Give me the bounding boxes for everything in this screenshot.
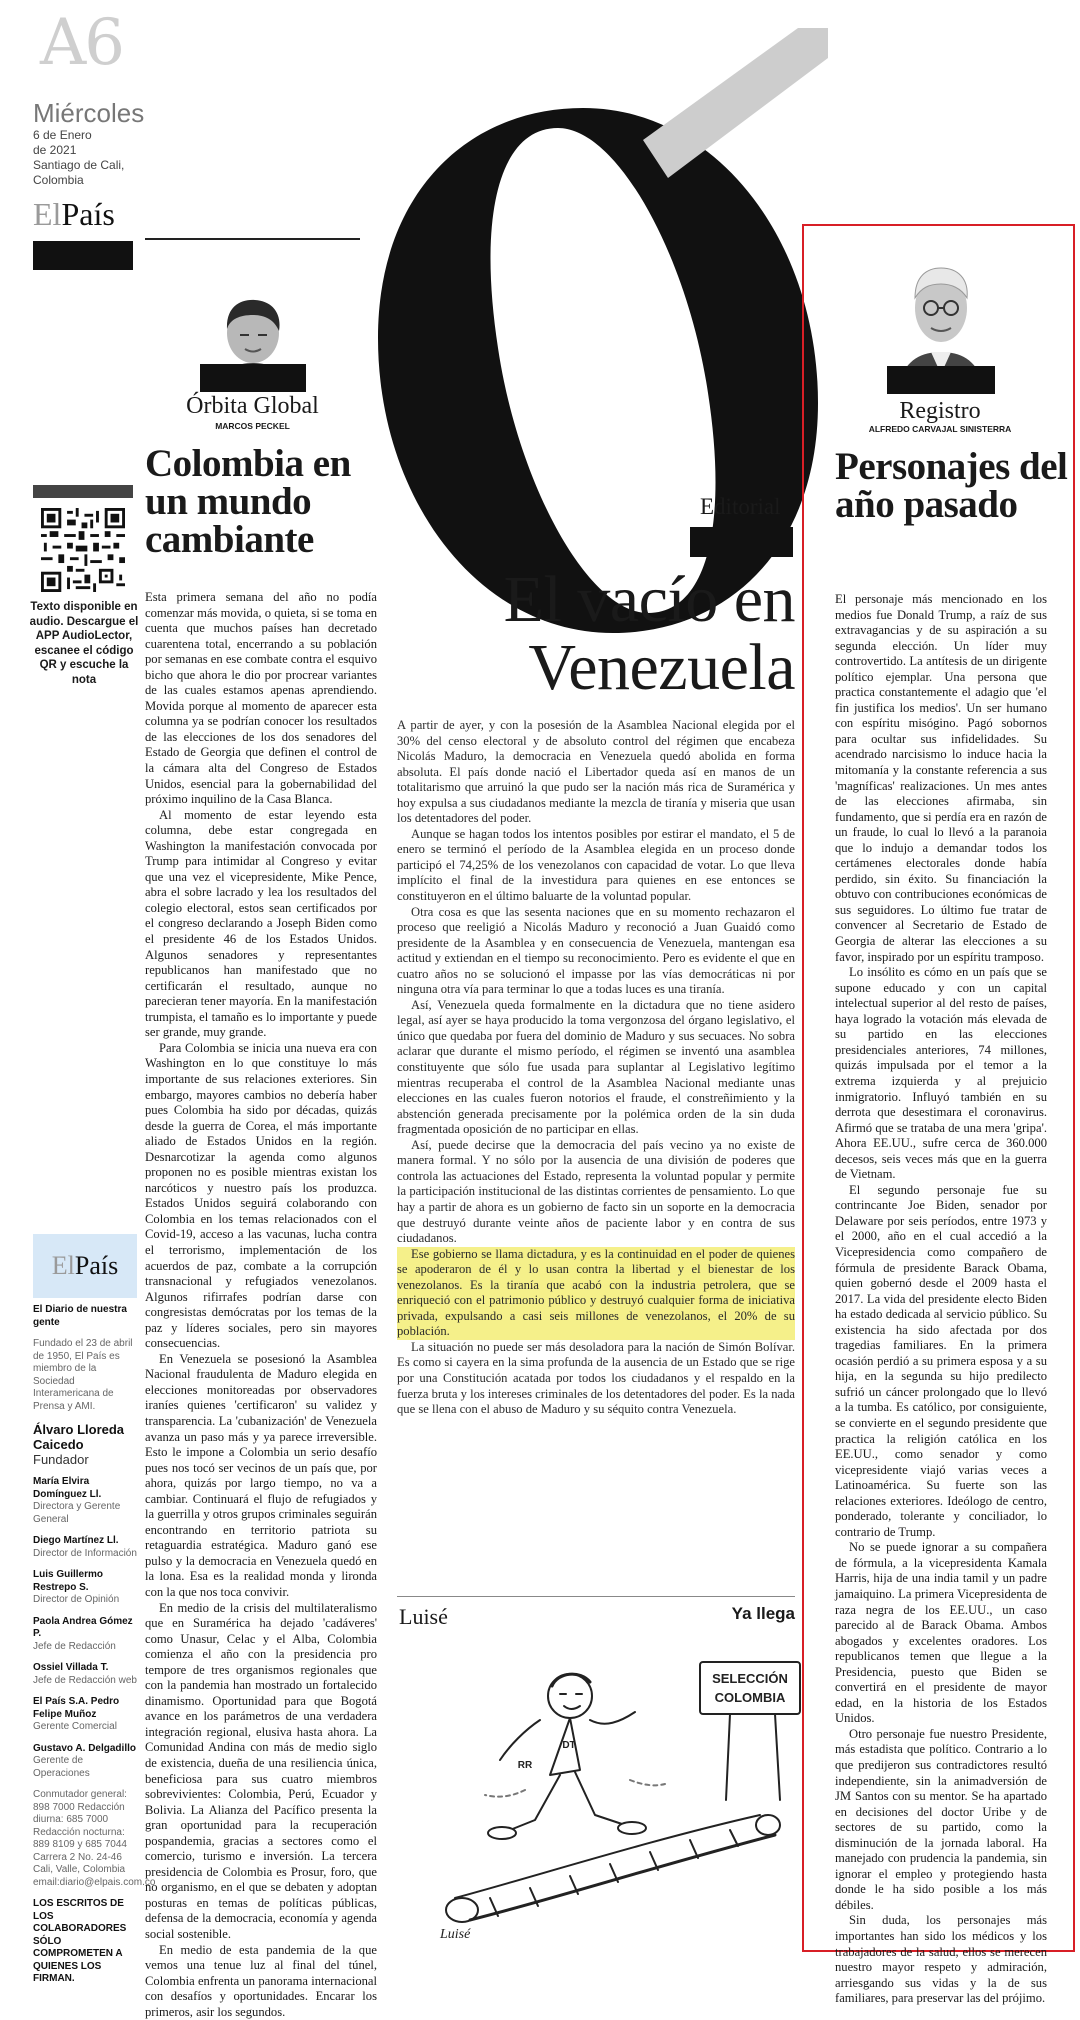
body-paragraph: La situación no puede ser más desoladora para la nación de Simón Bolívar. Es como si cayera en la sima profunda de la ausencia de un Estado que se rige por una Constitución acatada por todos los ciudadanos y el respaldo en la fuerza bruta y los intereses criminales de los detentadores del poder. Es la nada que se llena con el abuso de Maduro y su séquito contra Venezuela. bbox=[397, 1339, 795, 1417]
staff-entry bbox=[33, 1569, 137, 1607]
column-section-title: Registro bbox=[899, 398, 981, 424]
place-line: Santiago de Cali, bbox=[33, 158, 125, 172]
founder-name: Álvaro Lloreda Caicedo bbox=[33, 1422, 125, 1452]
place-line: Colombia bbox=[33, 173, 84, 187]
author-photo-bar bbox=[200, 364, 306, 392]
cartoon-credit: Luisé bbox=[399, 1604, 448, 1629]
column-author: ALFREDO CARVAJAL SINISTERRA bbox=[868, 424, 1012, 434]
body-paragraph: En medio de esta pandemia de la que vemos una tenue luz al final del túnel, Colombia enfrenta un panorama internacional con desafíos y oportunidades. Encarar los primeros, asir los segundos. bbox=[145, 1942, 377, 2019]
staff-entry bbox=[33, 1743, 137, 1781]
column-author: MARCOS PECKEL bbox=[215, 421, 290, 431]
staff-name: Paola Andrea Gómez P. bbox=[33, 1615, 133, 1639]
masthead-contact: Conmutador general: 898 7000 Redacción diurna: 685 7000 Redacción nocturna: 889 8109 y 685 7044 Carrera 2 No. 24-46 Cali, Valle, Colombia email:diario@elpais.com.co bbox=[33, 1789, 156, 1888]
staff-role: Gerente de Operaciones bbox=[33, 1755, 90, 1779]
staff-role: Jefe de Redacción bbox=[33, 1640, 116, 1652]
weekday-label: Miércoles bbox=[33, 98, 145, 128]
date-line: de 2021 bbox=[33, 143, 77, 157]
body-paragraph: Ese gobierno se llama dictadura, y es la continuidad en el poder de quienes se apoderaron de él y lo usan contra la libertad y el bienestar de los venezolanos. Es la tiranía que acabó con la industria petrolera, que se enriqueció con el patrimonio público y destruyó cualquier forma de iniciativa privada, expulsando a casi seis millones de venezolanos, el 20% de su población. bbox=[397, 1246, 795, 1339]
cartoon-sign-line: COLOMBIA bbox=[714, 1690, 786, 1705]
redaction-bar bbox=[33, 241, 133, 270]
qr-code-icon[interactable] bbox=[40, 508, 126, 592]
el-pais-logo: ElPaís bbox=[33, 196, 115, 232]
qr-header-bar bbox=[33, 485, 133, 498]
staff-name: Ossiel Villada T. bbox=[33, 1662, 109, 1673]
body-paragraph: No se puede ignorar a su compañera de fórmula, a la vicepresidenta Kamala Harris, hija de una india tamil y un padre jamaiquino. La primera Vicepresidenta de raza negra de los EE.UU., un caso parecido al de Barack Obama. Ambos abogados y excelentes oradores. Los republicanos temen que llegue a la Presidencia, puesto que Biden se convertirá en el presidente de mayor edad, en la historia de los Estados Unidos. bbox=[835, 1540, 1047, 1726]
column-section-title: Órbita Global bbox=[186, 393, 319, 419]
cartoon-illustration bbox=[430, 1650, 810, 1940]
cartoon-badge-label: RR bbox=[517, 1760, 533, 1771]
cartoon-shirt-label: DT bbox=[562, 1740, 576, 1751]
cartoon-rule bbox=[397, 1596, 795, 1597]
staff-role: Director de Información bbox=[33, 1547, 137, 1559]
founder-role: Fundador bbox=[33, 1452, 89, 1467]
cartoon-signature: Luisé bbox=[440, 1927, 471, 1942]
editorial-headline: El vacío en Venezuela bbox=[503, 563, 795, 704]
staff-name: Gustavo A. Delgadillo bbox=[33, 1742, 136, 1754]
masthead-tagline: El Diario de nuestra gente bbox=[33, 1304, 127, 1328]
column-body bbox=[835, 592, 1047, 2007]
body-paragraph: El personaje más mencionado en los medios fue Donald Trump, a raíz de sus extravagancias y de su aspiración a su segunda elección. Un líder muy controvertido. La antítesis de un dirigente político ejemplar. Una persona que practica constantemente el adagio que 'el fin justifica los medios'. Un ser humano con espíritu misógino. Pagó sobornos para ocultar sus infidelidades. Su acendrado narcisismo lo induce hacia la mitomanía y la constante referencia a sus 'magníficas' realizaciones. Un mes antes de las elecciones afirmaba, sin fundamento, que si perdía era en razón de un fraude, lo cual lo llevó a la paranoia que lo indujo a demandar todos los certámenes electorales donde había perdido, sin éxito. Su financiación la obtuvo con contribuciones económicas de sus seguidores. Lo último fue tratar de convencer al Secretario de Estado de Georgia de alterar las elecciones a su favor, inspirado por un espíritu tramposo. bbox=[835, 592, 1047, 964]
column-headline: Colombia en un mundo cambiante bbox=[145, 442, 351, 561]
staff-entry bbox=[33, 1662, 137, 1687]
staff-role: Jefe de Redacción web bbox=[33, 1674, 137, 1686]
editorial-bar bbox=[690, 527, 793, 557]
staff-role: Gerente Comercial bbox=[33, 1721, 117, 1732]
staff-name: María Elvira Domínguez Ll. bbox=[33, 1476, 102, 1500]
body-paragraph: Otra cosa es que las sesenta naciones que en su momento rechazaron el proceso que reeligió a Nicolás Maduro y reconoció a Juan Guaidó como presidente de la Asamblea y en consecuencia de Venezuela, mantengan esa actitud y extiendan en el tiempo su reconocimiento. Pero es evidente el que en cuatro años no se solucionó el impasse por las vías democráticas ni por ninguna otra vía para terminar lo que a todas luces es una tiranía. bbox=[397, 904, 795, 997]
cartoon-sign-line: SELECCIÓN bbox=[712, 1671, 788, 1686]
column-headline: Personajes del año pasado bbox=[835, 445, 1068, 526]
editorial-body bbox=[397, 718, 795, 1418]
body-paragraph: En medio de la crisis del multilateralismo que en Suramérica ha dejado 'cadáveres' como Unasur, Celac y el Alba, Colombia comienza el año con la presidencia pro tempore de tres organismos regionales que con la pandemia han mostrado un fortalecido dinamismo. Oportunidad para que Bogotá avance en los parámetros de una verdadera integración regional, elusiva hasta ahora. La Comunidad Andina con más de medio siglo de existencia, dueña de una resiliencia única, beneficiosa para sus cuatro miembros sobrevivientes: Colombia, Perú, Ecuador y Bolivia. La Alianza del Pacífico presenta la gran oportunidad para la recuperación pospandemia, gracias a sectores como el comercio, turismo e inversión. La tercera presidencia de Colombia es Prosur, foro, que no organismo, en el que se debaten y adoptan posturas en temas de políticas públicas, defensa de la democracia, economía y agenda social sostenible. bbox=[145, 1600, 377, 1942]
body-paragraph: Para Colombia se inicia una nueva era con Washington en lo que constituye lo más importante de sus relaciones exteriores. Sin embargo, mayores cambios no debería haber pues Colombia ha sido por décadas, quizás desde la guerra de Corea, el más importante aliado de Estados Unidos en la región. Desnarcotizar la agenda como algunos proponen no es posible mientras existan los narcóticos y nuestro país los produzca. Estados Unidos seguirá colaborando con Colombia en los temas relacionados con el Covid-19, acceso a las vacunas, lucha contra el terrorismo, implementación de los acuerdos de paz, combate a la corrupción transnacional y refugiados venezolanos. Algunos rifirrafes podrían darse con congresistas demócratas por los temas de la paz y líderes sociales, pero sin mayores consecuencias. bbox=[145, 1040, 377, 1351]
body-paragraph: Así, puede decirse que la democracia del país vecino ya no existe de manera formal. Y no sólo por la ausencia de una división de poderes que controla las actuaciones del Estado, representa la voluntad popular y permite la participación institucional de las distintas corrientes de pensamiento. Lo que hay a partir de ahora es un gobierno de facto sin un soporte en la democracia que destruyó durante veinte años de paciente labor y en contra de sus ciudadanos. bbox=[397, 1137, 795, 1246]
body-paragraph: Aunque se hagan todos los intentos posibles por estirar el mandato, el 5 de enero se terminó el período de la Asamblea elegida en un proceso donde participó el 74,25% de los venezolanos con capacidad de votar. Lo que lleva implícito el final de la investidura para quienes en ese entonces se constituyeron en el último baluarte de la voluntad popular. bbox=[397, 826, 795, 904]
author-photo-bar bbox=[887, 366, 995, 394]
staff-entry bbox=[33, 1476, 137, 1526]
staff-name: Diego Martínez Ll. bbox=[33, 1535, 119, 1546]
staff-entry bbox=[33, 1696, 137, 1734]
editorial-label: Editorial bbox=[700, 494, 781, 519]
body-paragraph: Al momento de estar leyendo esta columna, debe estar congregada en Washington la manifestación convocada por Trump para intimidar al Congreso y evitar que una vez el vicepresidente, Mike Pence, abra el sobre lacrado y lea los resultados del colegio electoral, estos sean certificados por el congreso declarando a Joseph Biden como el presidente 46 de los Estados Unidos. Algunos senadores y representantes republicanos han manifestado que no certificarán el resultado, aunque no parecieran tener mayoría. En la manifestación trumpista, el tamaño es lo importante y puede ser grande, muy grande. bbox=[145, 807, 377, 1040]
el-pais-logo-box: El País bbox=[33, 1234, 137, 1298]
column-top-rule bbox=[145, 238, 360, 240]
masthead bbox=[33, 1304, 156, 1986]
body-paragraph: Lo insólito es cómo en un país que se supone educado y con un capital intelectual superior al del resto de países, haya logrado la votación más elevada de su partido en las elecciones presidenciales anteriores, 74 millones, quizás impulsada por el temor a la extrema izquierda y al prejuicio inmigratorio. Influyó también en su derrota que desestimara el coronavirus. Afirmó que se trataba de una mera 'gripa'. Ahora EE.UU., sufre cerca de 360.000 decesos, seis veces más que en la guerra de Vietnam. bbox=[835, 965, 1047, 1182]
body-paragraph: A partir de ayer, y con la posesión de la Asamblea Nacional elegida por el 30% del censo electoral y de absoluto control del régimen que encabeza Nicolás Maduro, la democracia en Venezuela quedó abolida en forma absoluta. El país donde nació el Libertador queda así en manos de un totalitarismo que arruinó la que pudo ser la nación más rica de Suramérica y hoy expulsa a sus ciudadanos mediante la mezcla de tiranía y miseria que usan los detentadores del poder. bbox=[397, 718, 795, 826]
body-paragraph: Así, Venezuela queda formalmente en la dictadura que no tiene asidero legal, así ayer se haya producido la toma vergonzosa del órgano legislativo, el único que quedaba por fuera del dominio de Maduro y sus secuaces. No sobra aclarar que durante el mismo período, el régimen se inventó una asamblea constituyente que sólo fue usada para suplantar al Legislativo legítimo mientras recuperaba el control de la Asamblea Nacional mediante unas elecciones en las cuales fueron notorios el fraude, el constreñimiento y la abstención generada precisamente por la polémica orden de la sin duda fragmentada oposición de no participar en ellas. bbox=[397, 997, 795, 1137]
staff-name: El País S.A. Pedro Felipe Muñoz bbox=[33, 1696, 120, 1720]
qr-caption: Texto disponible en audio. Descargue el APP AudioLector, escanee el código QR y escuche la nota bbox=[29, 601, 139, 686]
column-body bbox=[145, 590, 377, 2020]
staff-role: Directora y Gerente General bbox=[33, 1501, 121, 1525]
body-paragraph: El segundo personaje fue su contrincante Joe Biden, senador por Delaware por seis períodos, entre 1973 y el 2000, año en el cual accedió a la Vicepresidencia como compañero de fórmula de presidente Barack Obama, quien gobernó desde el 2009 hasta el 2017. La vida del presidente electo Biden ha estado dedicada al servicio público. Su existencia ha sido afectada por dos tragedias familiares. En la primera ocasión perdió a su primera esposa y a su hija, en la segunda su hijo predilecto sufrió un cáncer prolongado que lo llevó a la tumba. Es católico, por consiguiente, se convierte en el segundo presidente que practica la religión católica en los EE.UU., como senador y como vicepresidente viajó varias veces a Latinoamérica. Su fuerte son las relaciones exteriores. Ideólogo de centro, ponderado, tolerante y conciliador, lo contrario de Trump. bbox=[835, 1182, 1047, 1539]
date-line: 6 de Enero bbox=[33, 128, 92, 142]
staff-role: Director de Opinión bbox=[33, 1594, 120, 1605]
page-number: A6 bbox=[40, 6, 123, 80]
staff-entry bbox=[33, 1616, 137, 1654]
staff-entry bbox=[33, 1535, 137, 1560]
masthead-disclaimer: LOS ESCRITOS DE LOS COLABORADORES SÓLO COMPROMETEN A QUIENES LOS FIRMAN. bbox=[33, 1898, 127, 1984]
body-paragraph: Esta primera semana del año no podía comenzar más movida, o quieta, si se toma en cuenta que muchos países han decretado cuarentena total, encerrando a su población por semanas en ese combate contra el esquivo bicho que ahora le dio por procrear variantes de las cuales estamos apenas aprendiendo. Movida porque al momento de aparecer esta columna ya se podrían conocer los resultados de las elecciones de los dos senadores del Estado de Georgia que definen el control de la cámara alta del Congreso de Estados Unidos, esencial para la gobernabilidad del próximo inquilino de la Casa Blanca. bbox=[145, 590, 377, 807]
staff-name: Luis Guillermo Restrepo S. bbox=[33, 1569, 104, 1593]
body-paragraph: Otro personaje fue nuestro Presidente, más estadista que político. Contrario a lo que predijeron sus contradictores resultó independiente, sin la animadversión de JM Santos con su mentor. Se ha apartado en decisiones del doctor Uribe y de sectores de su partido, como la disminución de la jornada laboral. Ha manejado con prudencia la pandemia, sin ignorar el empleo y protegiendo hasta donde le ha sido posible a los más débiles. bbox=[835, 1726, 1047, 1912]
body-paragraph: En Venezuela se posesionó la Asamblea Nacional fraudulenta de Maduro elegida en elecciones monitoreadas por observadores iraníes quienes 'certificaron' su validez y transparencia. La 'cubanización' de Venezuela avanza un paso más y ya parece irreversible. Esto le impone a Colombia un serio desafío pues nos tocó ser vecinos de un país que, por ahora, quizás por largo tiempo, no va a cambiar. Continuará el flujo de refugiados y la guerrilla y otros grupos criminales seguirán encontrando en territorio patriota su retaguardia estratégica. Maduro ganó ese pulso y la democracia en Venezuela quedó en la lona. Esa es la realidad monda y lironda con la que nos toca convivir. bbox=[145, 1351, 377, 1599]
cartoon-title: Ya llega bbox=[731, 1604, 795, 1623]
masthead-founding: Fundado el 23 de abril de 1950, El País es miembro de la Sociedad Interamericana de Prensa y AMI. bbox=[33, 1338, 133, 1412]
body-paragraph: Sin duda, los personajes más importantes han sido los médicos y los trabajadores de la salud, ellos se merecen nuestro mayor respeto y admiración, arriesgando sus vidas y la de sus familiares, para preservar las del prójimo. bbox=[835, 1913, 1047, 2006]
date-block bbox=[33, 128, 143, 188]
